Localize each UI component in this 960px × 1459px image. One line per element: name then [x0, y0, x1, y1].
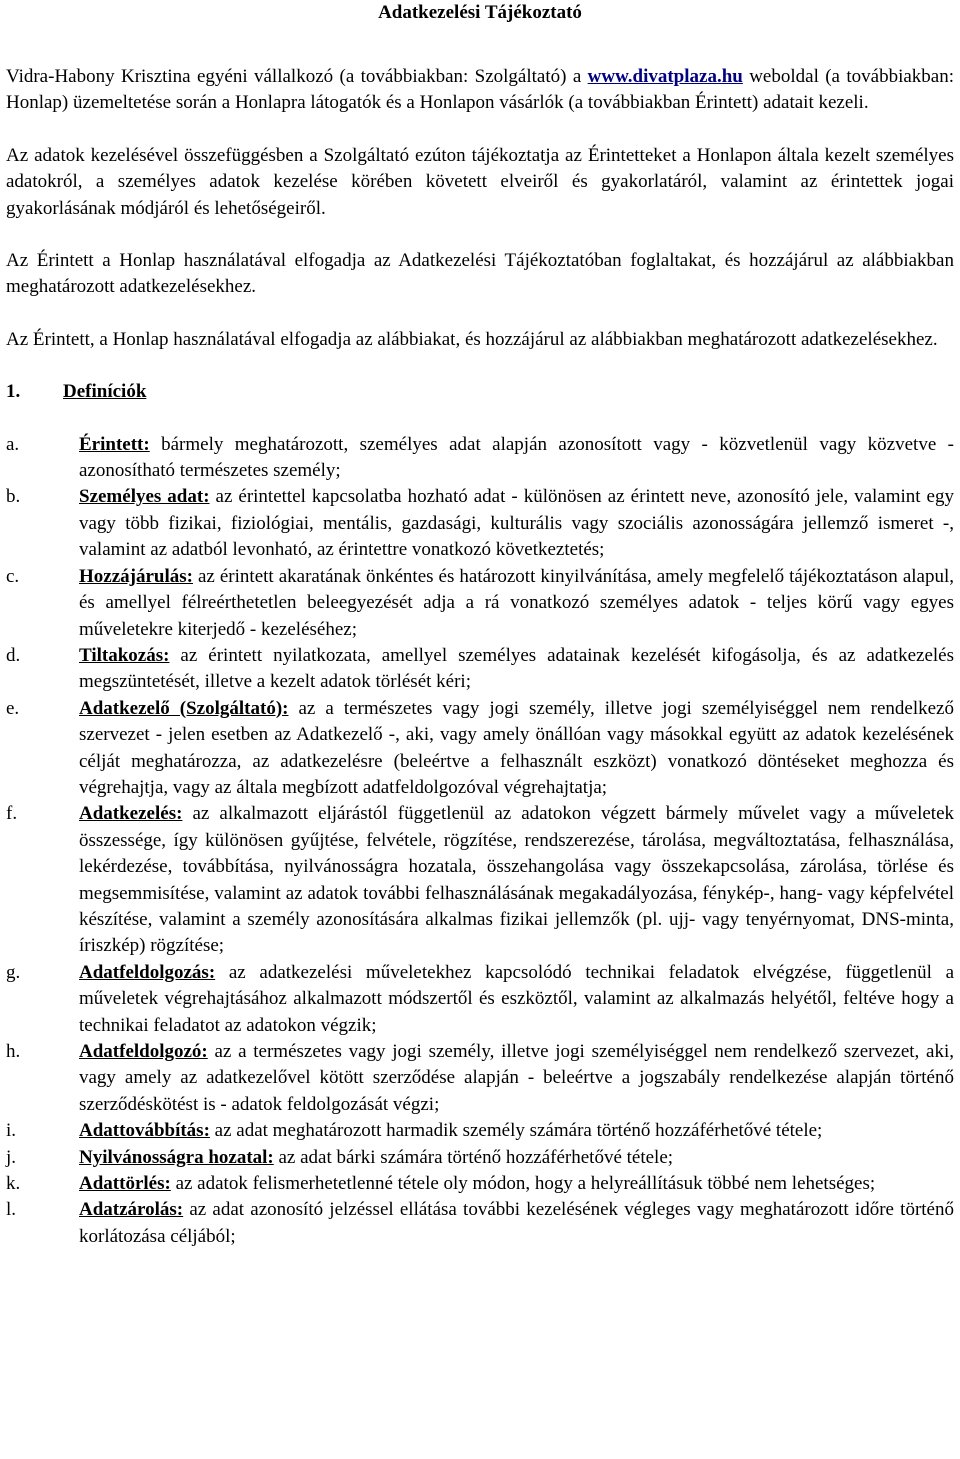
definition-term: Adatfeldolgozó: — [79, 1041, 208, 1062]
definition-body — [79, 564, 954, 643]
section-heading — [6, 379, 954, 405]
definition-letter: k. — [6, 1173, 21, 1195]
definition-body — [79, 801, 954, 959]
definition-text: az adatkezelési műveletekhez kapcsolódó technikai feladatok elvégzése, függetlenül a műveletek végrehajtásához alkalmazott módszertől és eszköztől, valamint az alkalmazás helyétől, feltéve hogy a technikai feladatot az adatokon végzik; — [79, 961, 954, 1036]
definition-term: Adatfeldolgozás: — [79, 961, 216, 983]
definition-text: az alkalmazott eljárástól függetlenül az adatokon végzett bármely művelet vagy a műveletek összessége, így különösen gyűjtése, felvétele, rögzítése, rendszerezése, tárolása, megváltoztatása, felhasználása, lekérdezése, továbbítása, nyilvánosságra hozatala, összehangolása vagy összekapcsolása, zárolása, törlése és megsemmisítése, valamint az adatok további felhasználásának megakadályozása, fénykép-, hang- vagy képfelvétel készítése, valamint a személy azonosítására alkalmas fizikai jellemzők (pl. ujj- vagy tenyérnyomat, DNS-minta, íriszkép) rögzítése; — [79, 803, 954, 957]
intro-text-before: Vidra-Habony Krisztina egyéni vállalkozó (a továbbiakban: Szolgáltató) a — [6, 66, 588, 87]
definition-text: az érintett akaratának önkéntes és határozott kinyilvánítása, amely megfelelő tájékoztatáson alapul, és amellyel félreérthetetlen beleegyezését adja a rá vonatkozó személyes adatok - teljes körű vagy egyes műveletekre kiterjedő - kezeléséhez; — [79, 565, 954, 640]
definition-item — [6, 696, 954, 802]
definition-term: Adatkezelés: — [79, 803, 183, 825]
definition-body — [79, 1171, 954, 1197]
definition-body — [79, 1118, 954, 1144]
definition-letter: d. — [6, 644, 21, 666]
definition-term: Adattovábbítás: — [79, 1120, 210, 1142]
definition-letter: c. — [6, 565, 20, 587]
definition-body — [79, 960, 954, 1039]
definition-letter: a. — [6, 433, 20, 455]
website-link[interactable]: www.divatplaza.hu — [587, 66, 743, 87]
definition-body — [79, 643, 954, 696]
section-number: 1. — [6, 381, 21, 403]
definition-body — [79, 484, 954, 563]
definition-body — [79, 432, 954, 485]
definition-term: Tiltakozás: — [79, 644, 170, 666]
definition-term: Nyilvánosságra hozatal: — [79, 1146, 274, 1168]
definition-term: Személyes adat: — [79, 486, 210, 508]
definition-item — [6, 1118, 954, 1144]
definition-text: bármely meghatározott, személyes adat alapján azonosított vagy - közvetlenül vagy közvetve - azonosítható természetes személy; — [79, 433, 954, 482]
definition-list — [6, 432, 954, 1251]
definition-text: az adatok felismerhetetlenné tétele oly módon, hogy a helyreállításuk többé nem lehetséges; — [170, 1173, 876, 1195]
body-paragraph: Az Érintett, a Honlap használatával elfogadja az alábbiakat, és hozzájárul az alábbiakban meghatározott adatkezelésekhez. — [6, 328, 938, 350]
definition-item — [6, 643, 954, 696]
definition-text: az adat bárki számára történő hozzáférhetővé tétele; — [273, 1146, 674, 1168]
definition-letter: e. — [6, 697, 20, 719]
definition-item — [6, 1145, 954, 1171]
definition-letter: f. — [6, 803, 18, 825]
definition-letter: g. — [6, 961, 21, 983]
intro-paragraph — [6, 64, 954, 117]
definition-item — [6, 432, 954, 485]
section-title: Definíciók — [63, 381, 147, 403]
definition-letter: h. — [6, 1041, 21, 1062]
definition-item — [6, 801, 954, 959]
definition-body — [79, 1197, 954, 1250]
definition-item — [6, 1197, 954, 1250]
definition-term: Érintett: — [79, 433, 150, 455]
definition-text: az a természetes vagy jogi személy, illetve jogi személyiséggel nem rendelkező szervezet, aki, vagy amely az adatkezelővel kötött szerződése alapján - beleértve a jogszabály rendelkezése alapján történő szerződéskötést is - adatok feldolgozását végzi; — [79, 1041, 954, 1115]
definition-text: az a természetes vagy jogi személy, illetve jogi személyiséggel nem rendelkező szervezet - jelen esetben az Adatkezelő -, aki, vagy amely önállóan vagy másokkal együtt az adatok kezelésének célját meghatározza, az adatkezelésre (beleértve a felhasznált eszközt) vonatkozó döntéseket meghozza és végrehajtja, vagy az általa megbízott adatfeldolgozóval végrehajtatja; — [79, 697, 954, 798]
definition-letter: l. — [6, 1199, 17, 1221]
definition-term: Adatkezelő (Szolgáltató): — [79, 697, 289, 719]
definition-text: az adat azonosító jelzéssel ellátása további kezelésének végleges vagy meghatározott időre történő korlátozása céljából; — [79, 1199, 954, 1247]
definition-text: az érintettel kapcsolatba hozható adat - különösen az érintett neve, azonosító jele, valamint egy vagy több fizikai, fiziológiai, mentális, gazdasági, kulturális vagy szociális azonosságára jellemző ismeret -, valamint az adatból levonható, az érintettre vonatkozó következtetés; — [79, 486, 954, 561]
definition-letter: j. — [6, 1146, 17, 1168]
definition-item — [6, 1039, 954, 1118]
definition-item — [6, 564, 954, 643]
definition-letter: b. — [6, 486, 21, 508]
definition-text: az érintett nyilatkozata, amellyel személyes adatainak kezelését kifogásolja, és az adatkezelés megszüntetését, illetve a kezelt adatok törlését kéri; — [79, 644, 954, 693]
definition-term: Adatzárolás: — [79, 1199, 184, 1221]
definition-term: Adattörlés: — [79, 1173, 171, 1195]
definition-letter: i. — [6, 1120, 17, 1142]
body-paragraph: Az adatok kezelésével összefüggésben a Szolgáltató ezúton tájékoztatja az Érintetteket a Honlapon általa kezelt személyes adatokról, a személyes adatok kezelése körében követett elveiről és gyakorlatáról, valamint az érintettek jogai gyakorlásának módjáról és lehetőségeiről. — [6, 144, 954, 219]
definition-text: az adat meghatározott harmadik személy számára történő hozzáférhetővé tétele; — [209, 1120, 823, 1142]
definition-body — [79, 696, 954, 802]
definition-body — [79, 1145, 954, 1171]
intro-text-after: weboldal (a továbbiakban: Honlap) üzemeltetése során a Honlapra látogatók és a Honlapon vásárlók (a továbbiakban Érintett) adatait kezeli. — [6, 66, 954, 114]
definition-item — [6, 960, 954, 1039]
document-title: Adatkezelési Tájékoztató — [378, 2, 582, 23]
definition-item — [6, 1171, 954, 1197]
definition-item — [6, 484, 954, 563]
body-paragraph: Az Érintett a Honlap használatával elfogadja az Adatkezelési Tájékoztatóban foglaltakat, és hozzájárul az alábbiakban meghatározott adatkezelésekhez. — [6, 250, 954, 298]
definition-body — [79, 1039, 954, 1118]
definition-term: Hozzájárulás: — [79, 565, 193, 587]
